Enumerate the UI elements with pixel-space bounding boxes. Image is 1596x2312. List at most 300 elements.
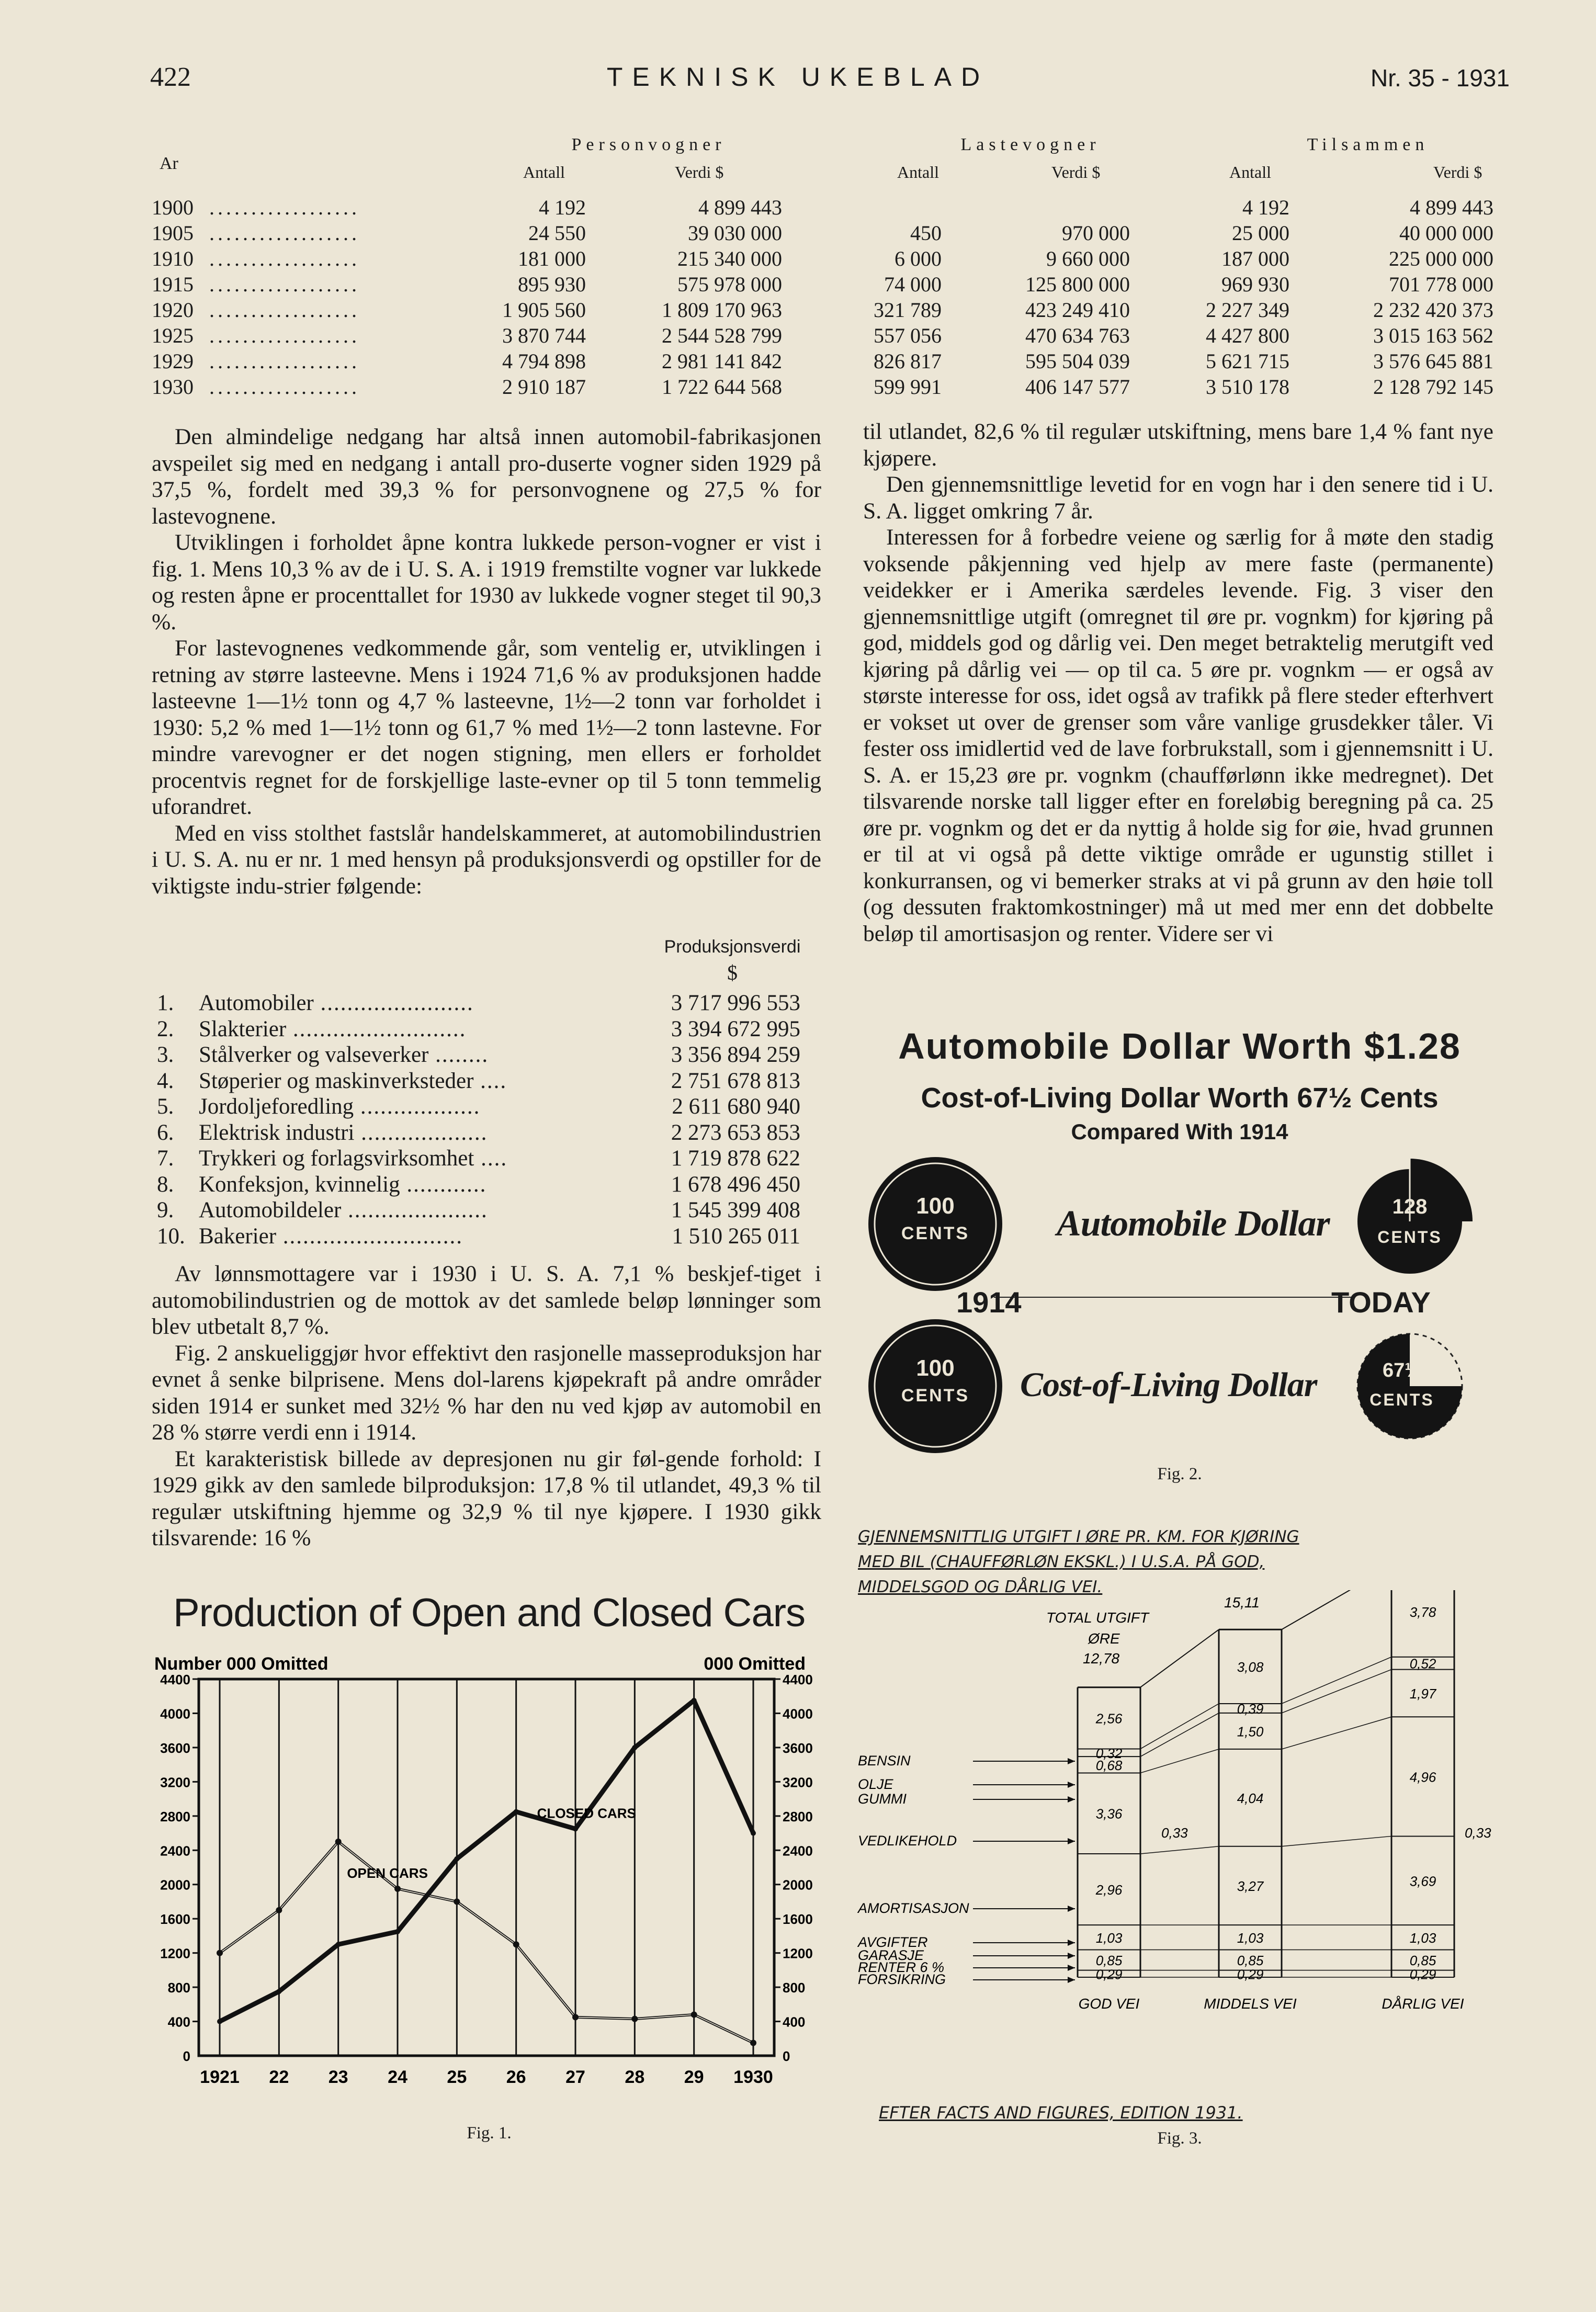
category-label: GARASJE [858,1947,924,1963]
paragraph: Et karakteristisk billede av depresjonen nu gir føl-gende forhold: I 1929 gikk av den samlede bilproduksjon: 17,8 % til utlandet, 49,3 % til regulær utskiftning hjemme og 32,9 % til nye kjøpere. I 1930 gikk tilsvarende: 16 % [152,1446,821,1550]
cell-l-antall: 826 817 [874,349,942,373]
fig3-chart [853,1590,1507,2092]
item-value: 2 273 653 853 [671,1120,800,1145]
fig2-subtitle: Cost-of-Living Dollar Worth 67½ Cents [921,1082,1439,1114]
data-point [572,2014,579,2020]
cell-l-verdi: 406 147 577 [1025,375,1130,399]
leader-dots: .... [473,1068,507,1093]
x-tick-label: 22 [269,2067,289,2087]
cell-p-verdi: 2 544 528 799 [662,324,782,347]
item-label: Konfeksjon, kvinnelig [199,1172,400,1197]
cell-t-antall: 4 192 [1242,196,1289,219]
data-point [513,1941,519,1947]
category-label: GUMMI [858,1791,907,1807]
segment-value: 0,68 [1095,1757,1123,1773]
item-name [199,1068,507,1094]
item-name [199,1146,507,1172]
row-year: 1930 [152,375,194,399]
x-label: MIDDELS VEI [1204,1996,1297,2012]
fig2-graphic [858,1025,1501,1496]
item-label: Bakerier [199,1223,277,1249]
left-column-top [152,424,821,899]
cell-l-antall: 450 [910,221,942,245]
cell-l-antall: 74 000 [884,273,942,296]
table-row [0,374,1596,400]
data-point [335,1839,342,1845]
fig3-caption: Fig. 3. [1157,2129,1202,2148]
cell-l-verdi: 470 634 763 [1025,324,1130,347]
label-today: TODAY [1331,1286,1431,1319]
coin-label-128: 128 CENTS [1377,1195,1442,1246]
row-year: 1929 [152,349,194,373]
paragraph: For lastevognenes vedkommende går, som ventelig er, utviklingen i retning av større lasteevne. Mens i 1924 71,6 % av produksjonen hadde lasteevne 1—1½ tonn og 4,7 % lasteevne, 1½—2 tonn var forholdet i 1930: 5,2 % med 1—1½ tonn og 61,7 % med 1½—2 tonn lastevne. For mindre varevogner er det nogen stigning, men ellers er forholdet procentvis regnet for de forskjellige laste-evner op til 5 tonn temmelig uforandret. [152,636,821,819]
leader-dots: ..................... [341,1198,488,1222]
total-value: 15,11 [1224,1594,1260,1611]
y-tick-label: 2400 [783,1843,813,1859]
data-point [217,1950,223,1956]
category-label: FORSIKRING [858,1971,946,1987]
y-tick-label: 3600 [783,1740,813,1756]
y-tick-label: 2800 [783,1808,813,1824]
leader-dots: .................. [209,324,360,347]
data-point [336,1942,341,1947]
data-point [276,1907,282,1913]
segment-value: 2,96 [1095,1882,1123,1898]
cell-t-antall: 2 227 349 [1206,298,1289,322]
item-number: 6. [157,1120,174,1145]
leader-dots: .................. [209,298,360,322]
arrow-head [1068,1953,1075,1959]
segment-value: 0,29 [1237,1966,1264,1982]
segment-value: 0,85 [1409,1953,1436,1969]
fig2-title: Automobile Dollar Worth $1.28 [898,1026,1461,1067]
table-row [0,271,1596,297]
fig2 [858,1025,1501,1496]
series-open-cars-inner [220,1842,753,2043]
category-label: RENTER 6 % [858,1959,945,1975]
leader-dots: ................... [354,1120,488,1145]
group-personvogner: Personvogner [571,135,726,154]
segment-value: 1,03 [1237,1930,1264,1946]
connector-line [1140,1846,1219,1854]
y-tick-label: 1200 [160,1945,190,1962]
y-tick-label: 1600 [160,1911,190,1928]
x-tick-label: 29 [684,2067,704,2087]
fig3-source: EFTER FACTS AND FIGURES, EDITION 1931. [879,2103,1243,2123]
total-ore: ØRE [1088,1630,1120,1647]
cell-p-antall: 181 000 [518,247,586,270]
cell-p-verdi: 1 809 170 963 [662,298,782,322]
paragraph: Interessen for å forbedre veiene og særlig for å møte den stadig voksende påkjenning ved hjelp av mere faste (permanente) veidekker er i Amerika særdeles levende. Fig. 3 viser den gjennemsnittlige utgift (omregnet til øre pr. vognkm) for kjøring på god, middels god og dårlig vei. Den meget betraktelig merutgift ved kjøring på dårlig vei — op til ca. 5 øre pr. vognkm — er også av største interesse for oss, idet også av trafikk på flere steder efterhvert er vokset ut over de grenser som våre vanlige grusdekker tåler. Vi fester oss imidlertid ved de lave forbrukstall, som i gjennemsnitt i U. S. A. er 15,23 øre pr. vognkm (chaufførlønn ikke medregnet). Det tilsvarende norske tall ligger efter en foreløbig beregning på ca. 25 øre pr. vognkm og det er da nyttig å holde sig for øie, hvad grunnen er til at vi også på dette viktige område er ugunstig stillet i konkurransen, og vi bemerker straks at vi på grunn av den høie toll (og dessuten fraktomkostninger) må ut med mer enn det dobbelte beløp til amortisasjon og renter. Videre ser vi [863,525,1493,946]
cell-t-verdi: 3 015 163 562 [1373,324,1493,347]
x-tick-label: 25 [447,2067,467,2087]
production-table [0,0,1596,408]
label-1914: 1914 [956,1286,1022,1319]
list-item [157,1223,800,1249]
industry-list [157,990,821,1252]
paragraph: Av lønnsmottagere var i 1930 i U. S. A. 7,1 % beskjef-tiget i automobilindustrien og de mottok av det samlede beløp lønninger som blev utbetalt 8,7 %. [152,1261,821,1339]
y-tick-label: 2000 [160,1877,190,1893]
connector-line [1140,1629,1219,1687]
page-number: 422 [150,62,191,92]
leader-dots: .................. [209,196,360,219]
series-open-cars [220,1842,753,2043]
leader-dots: .................. [209,349,360,373]
item-number: 1. [157,991,174,1015]
paragraph: Den almindelige nedgang har altså innen automobil-fabrikasjonen avspeilet sig med en nedgang i antall pro-duserte vogner siden 1929 på 37,5 %, fordelt med 39,3 % for personvognene og 27,5 % for lastevognene. [152,424,821,529]
category-label: OLJE [858,1776,893,1792]
y-tick-label: 2000 [783,1877,813,1893]
segment-value: 3,27 [1237,1878,1264,1894]
row-year: 1920 [152,298,194,322]
x-tick-label: 24 [388,2067,408,2087]
item-value: 3 394 672 995 [671,1016,800,1041]
item-name [199,1094,480,1120]
cell-l-antall: 599 991 [874,375,942,399]
data-point [750,2039,756,2046]
x-tick-label: 1921 [200,2067,240,2087]
item-number: 3. [157,1042,174,1067]
y-tick-label: 400 [167,2014,190,2030]
x-tick-label: 1930 [733,2067,773,2087]
cell-l-verdi: 9 660 000 [1046,247,1130,270]
data-point [631,2016,638,2022]
y-tick-label: 4000 [160,1706,190,1722]
segment-value: 1,03 [1409,1930,1436,1946]
segment-value: 0,85 [1095,1953,1123,1969]
arrow-head [1068,1977,1075,1983]
leader-dots: .......................... [286,1016,467,1041]
item-number: 5. [157,1094,174,1119]
list-item [157,1197,800,1223]
fig3 [853,1517,1507,2160]
coin-label-67: 67½ CENTS [1369,1359,1434,1409]
total-ore [1229,1590,1261,1591]
cell-t-verdi: 3 576 645 881 [1373,349,1493,373]
cell-p-verdi: 215 340 000 [677,247,782,270]
sub-antall-p: Antall [523,163,565,182]
arrow-head [1068,1906,1075,1912]
fig3-title-line1: GJENNEMSNITTLIG UTGIFT I ØRE PR. KM. FOR KJØRING [858,1527,1299,1546]
item-number: 9. [157,1198,174,1222]
cell-t-antall: 25 000 [1232,221,1289,245]
data-point [751,1831,756,1836]
cell-t-antall: 187 000 [1221,247,1289,270]
item-label: Trykkeri og forlagsvirksomhet [199,1146,474,1171]
item-name [199,1197,488,1223]
item-name [199,1120,488,1146]
item-label: Slakterier [199,1016,287,1041]
fig3-title-line3: MIDDELSGOD OG DÅRLIG VEI. [858,1578,1103,1596]
category-label: AMORTISASJON [858,1900,969,1916]
cell-t-antall: 969 930 [1221,273,1289,296]
paragraph: Med en viss stolthet fastslår handelskammeret, at automobilindustrien i U. S. A. nu er nr. 1 med hensyn på produksjonsverdi og opstiller for de viktigste indu-strier følgende: [152,820,821,899]
connector-line [1282,1657,1391,1704]
table-row [0,246,1596,271]
item-number: 2. [157,1016,174,1041]
segment-value: 1,50 [1237,1724,1264,1740]
leader-dots: ........................... [276,1223,463,1249]
cell-l-verdi: 970 000 [1062,221,1130,245]
group-tilsammen: Tilsammen [1307,135,1429,154]
extra-value: 0,33 [1465,1825,1491,1841]
cell-l-verdi: 125 800 000 [1025,273,1130,296]
arrow-head [1068,1782,1075,1788]
data-point [276,1989,281,1994]
cell-t-antall: 4 427 800 [1206,324,1289,347]
cell-t-verdi: 4 899 443 [1410,196,1493,219]
item-label: Støperier og maskinverksteder [199,1068,474,1093]
cell-p-antall: 3 870 744 [502,324,586,347]
y-tick-label: 1200 [783,1945,813,1962]
cell-p-antall: 895 930 [518,273,586,296]
cell-t-verdi: 701 778 000 [1389,273,1493,296]
item-value: 3 717 996 553 [671,991,800,1015]
cell-p-antall: 1 905 560 [502,298,586,322]
item-name [199,1223,463,1250]
item-label: Automobiler [199,991,314,1015]
y-tick-label: 2400 [160,1843,190,1859]
list-item [157,1120,800,1146]
table-row [0,195,1596,220]
segment-value: 0,32 [1095,1745,1123,1761]
segment-value: 0,52 [1409,1656,1436,1672]
list-item [157,990,800,1016]
y-tick-label: 3200 [783,1774,813,1790]
row-year: 1910 [152,247,194,270]
fig3-title-line2: MED BIL (CHAUFFØRLØN EKSKL.) I U.S.A. PÅ GOD, [858,1552,1265,1571]
group-lastevogner: Lastevogner [960,135,1101,154]
cell-p-antall: 4 192 [539,196,586,219]
y-tick-label: 800 [783,1980,806,1996]
segment-value: 0,39 [1237,1701,1264,1717]
segment-value: 1,97 [1409,1685,1436,1702]
item-number: 8. [157,1172,174,1197]
journal-title: TEKNISK UKEBLAD [606,62,990,92]
cell-t-verdi: 2 232 420 373 [1373,298,1493,322]
y-tick-label: 3600 [160,1740,190,1756]
series-closed-cars [220,1701,753,2022]
paragraph: Utviklingen i forholdet åpne kontra lukkede person-vogner er vist i fig. 1. Mens 10,3 % av de i U. S. A. i 1919 fremstilte vogner var lukkede og resten åpne er procenttallet for 1930 av lukkede vogner steget til 90,3 %. [152,530,821,634]
leader-dots: ............ [400,1172,487,1197]
y-tick-label: 3200 [160,1774,190,1790]
industry-header: Produksjonsverdi $ [664,937,801,984]
data-point [394,1886,401,1892]
item-name [199,1042,489,1068]
leader-dots: .................. [209,221,360,245]
category-label: AVGIFTER [858,1934,928,1950]
connector-line [1140,1704,1219,1749]
segment-value: 3,69 [1409,1873,1436,1889]
item-name [199,1172,486,1198]
data-point [573,1826,578,1831]
data-point [454,1856,459,1862]
cell-p-antall: 2 910 187 [502,375,586,399]
sub-antall-t: Antall [1229,163,1271,182]
item-value: 3 356 894 259 [671,1042,800,1067]
segment-value: 4,04 [1237,1790,1264,1806]
item-number: 10. [157,1223,185,1249]
arrow-head [1068,1838,1075,1844]
cell-p-verdi: 575 978 000 [677,273,782,296]
cell-p-verdi: 2 981 141 842 [662,349,782,373]
item-value: 1 678 496 450 [671,1172,800,1197]
cell-t-antall: 5 621 715 [1206,349,1289,373]
item-number: 4. [157,1068,174,1093]
fig1-title: Production of Open and Closed Cars [173,1591,806,1635]
x-tick-label: 27 [565,2067,585,2087]
leader-dots: .... [474,1146,508,1171]
item-label: Stålverker og valseverker [199,1042,429,1067]
arrow-head [1068,1796,1075,1803]
item-number: 7. [157,1146,174,1171]
segment-value: 0,85 [1237,1953,1264,1969]
data-point [454,1898,460,1905]
sub-verdi-t: Verdi $ [1433,163,1482,182]
coin-label-100-top: 100 CENTS [901,1193,970,1243]
cell-p-verdi: 4 899 443 [698,196,782,219]
fig1-caption: Fig. 1. [467,2124,512,2143]
leader-dots: .................. [209,375,360,399]
row-year: 1925 [152,324,194,347]
data-point [691,2011,697,2018]
item-value: 1 719 878 622 [671,1146,800,1171]
x-tick-label: 28 [625,2067,645,2087]
fig2-caption: Fig. 2. [1157,1465,1202,1483]
row-year: 1905 [152,221,194,245]
list-item [157,1068,800,1094]
segment-value: 3,36 [1095,1806,1123,1822]
cell-t-verdi: 2 128 792 145 [1373,375,1493,399]
cell-t-verdi: 225 000 000 [1389,247,1493,270]
issue-number: Nr. 35 - 1931 [1371,64,1510,92]
fig2-compared: Compared With 1914 [1071,1119,1288,1144]
total-value: 12,78 [1083,1650,1120,1667]
data-point [692,1698,697,1703]
connector-line [1282,1717,1391,1749]
list-item [157,1016,800,1042]
x-tick-label: 23 [328,2067,348,2087]
right-column-text [863,418,1493,947]
leader-dots: .................. [209,273,360,296]
item-name [199,990,474,1016]
connector-line [1282,1670,1391,1713]
item-label: Jordoljeforedling [199,1094,354,1119]
y-axis-label-right: 000 Omitted [704,1654,806,1674]
y-tick-label: 4400 [160,1672,190,1687]
label-open-cars: OPEN CARS [347,1865,428,1881]
cell-p-antall: 4 794 898 [502,349,586,373]
data-point [632,1745,637,1750]
connector-line [1282,1836,1391,1846]
y-tick-label: 4400 [783,1672,813,1687]
cell-t-antall: 3 510 178 [1206,375,1289,399]
x-tick-label: 26 [506,2067,526,2087]
list-item [157,1094,800,1119]
sub-verdi-l: Verdi $ [1051,163,1101,182]
segment-value: 2,56 [1095,1710,1123,1727]
paragraph: til utlandet, 82,6 % til regulær utskiftning, mens bare 1,4 % fant nye kjøpere. [863,419,1493,471]
category-label: BENSIN [858,1753,911,1769]
left-column-bottom [152,1261,821,1551]
list-item [157,1042,800,1068]
sub-verdi-p: Verdi $ [675,163,724,182]
fig1-chart [152,1642,827,2113]
cell-l-antall: 6 000 [895,247,942,270]
segment-value: 1,03 [1095,1930,1123,1946]
row-year: 1900 [152,196,194,219]
y-tick-label: 1600 [783,1911,813,1928]
cell-p-verdi: 39 030 000 [688,221,782,245]
x-label: DÅRLIG VEI [1382,1996,1464,2012]
segment-value: 3,08 [1237,1659,1264,1675]
list-item [157,1172,800,1197]
segment-value: 0,29 [1095,1966,1123,1982]
plot-frame [199,1679,774,2056]
item-value: 1 545 399 408 [671,1198,800,1222]
leader-dots: ........ [428,1042,489,1067]
data-point [395,1929,400,1934]
cell-p-verdi: 1 722 644 568 [662,375,782,399]
cell-l-verdi: 595 504 039 [1025,349,1130,373]
y-tick-label: 800 [167,1980,190,1996]
x-label: GOD VEI [1078,1996,1140,2012]
item-label: Elektrisk industri [199,1120,355,1145]
y-axis-label: Number 000 Omitted [154,1654,329,1674]
total-label: TOTAL UTGIFT [1046,1610,1149,1626]
arrow-head [1068,1965,1075,1971]
label-automobile-dollar: Automobile Dollar [1057,1204,1330,1244]
segment-value: 3,78 [1409,1604,1436,1620]
table-row [0,348,1596,374]
coin-label-100-bottom: 100 CENTS [901,1355,970,1406]
item-value: 1 510 265 011 [672,1223,800,1249]
cell-t-verdi: 40 000 000 [1399,221,1493,245]
list-item [157,1146,800,1171]
table-row [0,323,1596,348]
table-row [0,220,1596,246]
sub-antall-l: Antall [897,163,939,182]
item-value: 2 751 678 813 [671,1068,800,1093]
data-point [514,1809,519,1815]
y-tick-label: 4000 [783,1706,813,1722]
col-year-header: Ar [160,154,178,173]
connector-line [1140,1749,1219,1773]
connector-line [1282,1590,1391,1629]
label-closed-cars: CLOSED CARS [537,1805,636,1821]
y-tick-label: 0 [183,2048,190,2064]
connector-line [1140,1713,1219,1756]
label-cost-of-living-dollar: Cost-of-Living Dollar [1020,1366,1317,1404]
data-point [217,2019,222,2024]
cell-p-antall: 24 550 [528,221,586,245]
category-label: VEDLIKEHOLD [858,1833,957,1849]
cell-l-antall: 321 789 [874,298,942,322]
paragraph: Den gjennemsnittlige levetid for en vogn har i den senere tid i U. S. A. ligget omkring 7 år. [863,472,1493,524]
segment-value: 4,96 [1409,1769,1436,1785]
cell-l-antall: 557 056 [874,324,942,347]
y-tick-label: 0 [783,2048,790,2064]
paragraph: Fig. 2 anskueliggjør hvor effektivt den rasjonelle masseproduksjon har evnet å senke bilprisene. Mens dol-larens kjøpekraft på andre områder siden 1914 er sunket med 32½ % har den nu ved kjøp av automobil en 28 % større verdi enn i 1914. [152,1340,821,1445]
arrow-head [1068,1940,1075,1946]
y-tick-label: 400 [783,2014,806,2030]
leader-dots: .................. [209,247,360,270]
cell-l-verdi: 423 249 410 [1025,298,1130,322]
extra-value: 0,33 [1161,1825,1188,1841]
arrow-head [1068,1758,1075,1764]
row-year: 1915 [152,273,194,296]
leader-dots: ....................... [313,991,474,1015]
